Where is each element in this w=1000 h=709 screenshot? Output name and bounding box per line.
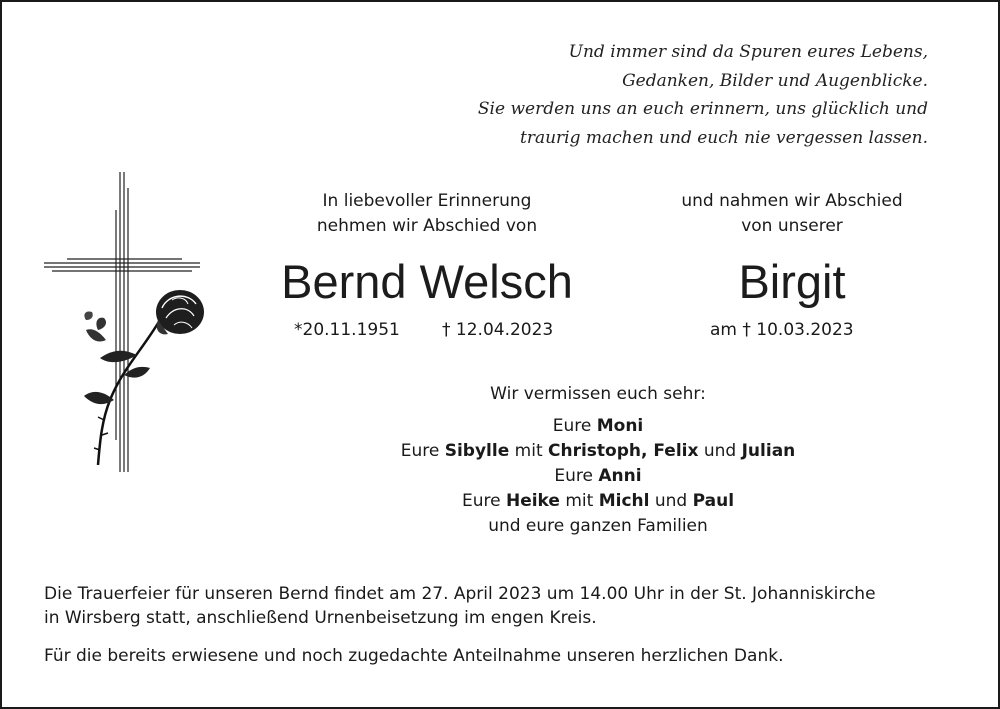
right-intro	[622, 189, 962, 239]
eure-word: Eure	[461, 491, 501, 511]
funeral-notice	[44, 582, 964, 668]
birgit-death-date: am † 10.03.2023	[710, 320, 854, 340]
mourner-row	[298, 414, 898, 439]
mourner-name: Paul	[692, 491, 735, 511]
left-intro	[257, 189, 597, 239]
thanks-note: Für die bereits erwiesene und noch zugedachte Anteilnahme unseren herzlichen Dank.	[44, 646, 784, 666]
und-word: und	[654, 491, 688, 511]
left-intro-line: In liebevoller Erinnerung	[322, 191, 532, 211]
cross-with-rose-icon	[42, 170, 217, 475]
mourner-name: Heike	[505, 491, 560, 511]
mourner-row	[298, 464, 898, 489]
mourner-name: Moni	[596, 416, 644, 436]
mourner-name: Sibylle	[444, 441, 510, 461]
poem-line: traurig machen und euch nie vergessen lassen.	[520, 127, 928, 148]
funeral-line: Die Trauerfeier für unseren Bernd findet am 27. April 2023 um 14.00 Uhr in der St. Johanniskirche	[44, 584, 876, 604]
memorial-poem	[408, 38, 928, 152]
mourner-name: Michl	[598, 491, 650, 511]
funeral-details	[44, 582, 964, 630]
mit-word: mit	[514, 441, 543, 461]
deceased-name-bernd: Bernd Welsch	[281, 255, 573, 308]
mourner-name: Christoph, Felix	[548, 441, 699, 461]
left-intro-line: nehmen wir Abschied von	[316, 216, 538, 236]
funeral-line: in Wirsberg statt, anschließend Urnenbeisetzung im engen Kreis.	[44, 608, 597, 628]
death-date: † 12.04.2023	[442, 320, 554, 340]
right-intro-line: von unserer	[741, 216, 843, 236]
eure-word: Eure	[552, 416, 592, 436]
mourners-closing: und eure ganzen Familien	[488, 516, 708, 536]
birth-date: *20.11.1951	[294, 320, 400, 340]
right-intro-line: und nahmen wir Abschied	[681, 191, 903, 211]
mit-word: mit	[565, 491, 594, 511]
eure-word: Eure	[400, 441, 440, 461]
deceased-name-birgit: Birgit	[738, 255, 846, 308]
poem-line: Gedanken, Bilder und Augenblicke.	[622, 70, 928, 91]
mourner-name: Julian	[741, 441, 796, 461]
poem-line: Sie werden uns an euch erinnern, uns glücklich und	[477, 99, 928, 119]
poem-line: Und immer sind da Spuren eures Lebens,	[568, 42, 928, 62]
mourners-heading: Wir vermissen euch sehr:	[490, 384, 706, 404]
mourner-name: Anni	[598, 466, 642, 486]
eure-word: Eure	[554, 466, 593, 486]
mourner-row	[298, 489, 898, 514]
mourner-row	[298, 439, 898, 464]
mourners-list	[298, 382, 898, 539]
und-word: und	[703, 441, 737, 461]
